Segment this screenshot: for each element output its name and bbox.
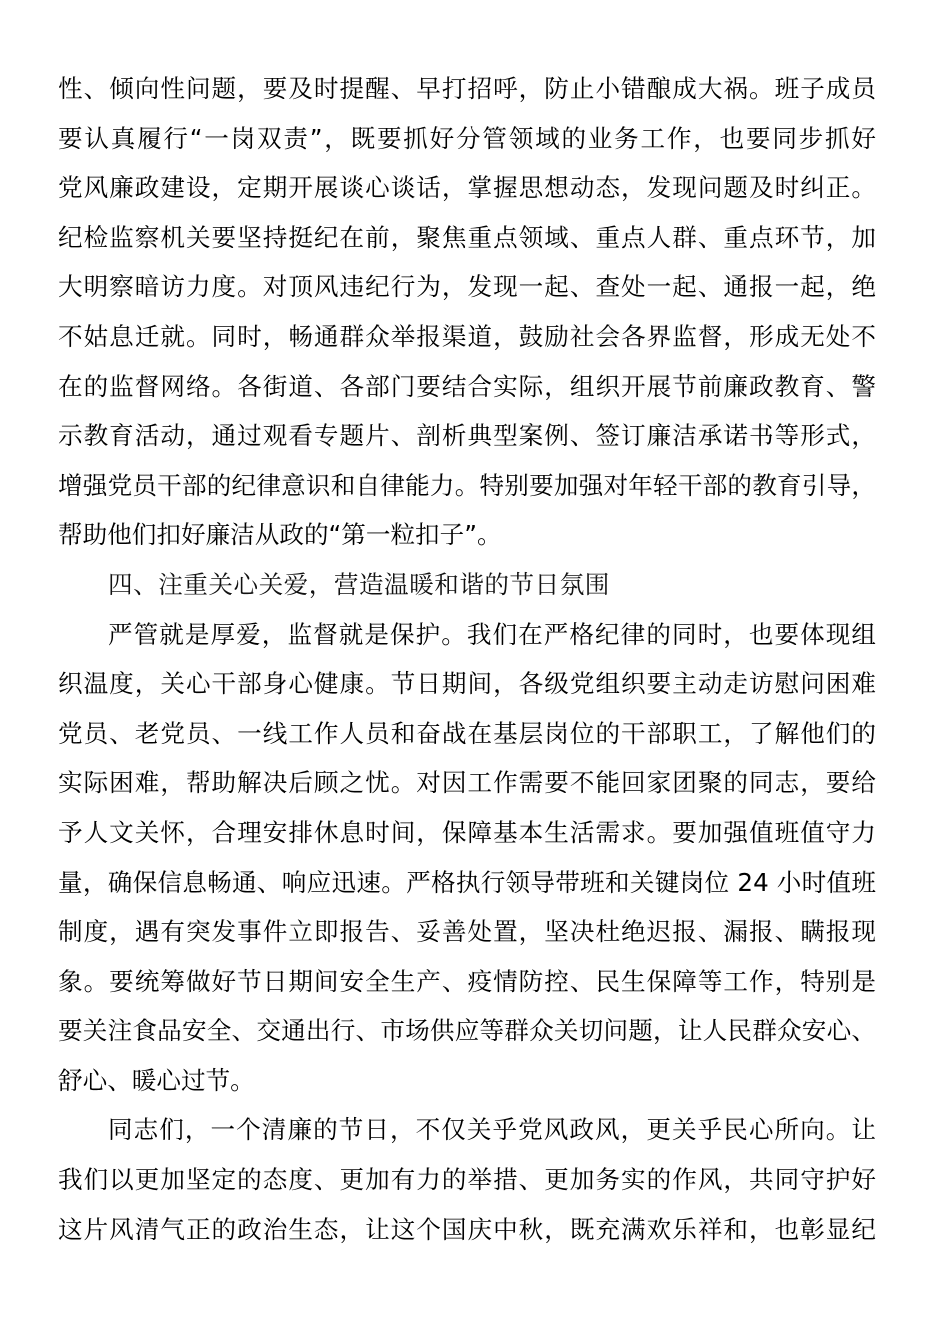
section-heading: 四、注重关心关爱，营造温暖和谐的节日氛围: [108, 569, 610, 599]
paragraph: [58, 610, 876, 1106]
text-line: 党员、老党员、一线工作人员和奋战在基层岗位的干部职工，了解他们的: [58, 718, 876, 748]
text-line: 性、倾向性问题，要及时提醒、早打招呼，防止小错酿成大祸。班子成员: [58, 74, 876, 103]
text-line: 党风廉政建设，定期开展谈心谈话，掌握思想动态，发现问题及时纠正。: [58, 173, 876, 203]
text-line: 要关注食品安全、交通出行、市场供应等群众关切问题，让人民群众安心、: [58, 1016, 876, 1046]
text-line: 纪检监察机关要坚持挺纪在前，聚焦重点领域、重点人群、重点环节，加: [58, 222, 876, 252]
text-line: 不姑息迁就。同时，畅通群众举报渠道，鼓励社会各界监督，形成无处不: [58, 321, 876, 351]
text-line: 大明察暗访力度。对顶风违纪行为，发现一起、查处一起、通报一起，绝: [58, 272, 876, 302]
text-line: 象。要统筹做好节日期间安全生产、疫情防控、民生保障等工作，特别是: [58, 966, 876, 996]
text-line: 这片风清气正的政治生态，让这个国庆中秋，既充满欢乐祥和，也彰显纪: [58, 1214, 876, 1244]
text-line: 严管就是厚爱，监督就是保护。我们在严格纪律的同时，也要体现组: [108, 619, 876, 649]
text-line: 织温度，关心干部身心健康。节日期间，各级党组织要主动走访慰问困难: [58, 669, 876, 699]
text-line: 在的监督网络。各街道、各部门要结合实际，组织开展节前廉政教育、警: [58, 371, 876, 401]
text-line: 舒心、暖心过节。: [58, 1065, 255, 1095]
text-line: 示教育活动，通过观看专题片、剖析典型案例、签订廉洁承诺书等形式，: [58, 421, 876, 451]
paragraph: [58, 1105, 876, 1254]
text-line: 同志们，一个清廉的节日，不仅关乎党风政风，更关乎民心所向。让: [108, 1115, 876, 1145]
text-line: 帮助他们扣好廉洁从政的“第一粒扣子”。: [58, 520, 502, 550]
text-line: 量，确保信息畅通、响应迅速。严格执行领导带班和关键岗位 24 小时值班: [58, 867, 876, 897]
text-line: 实际困难，帮助解决后顾之忧。对因工作需要不能回家团聚的同志，要给: [58, 768, 876, 798]
text-line: 我们以更加坚定的态度、更加有力的举措、更加务实的作风，共同守护好: [58, 1165, 876, 1195]
text-line: 增强党员干部的纪律意识和自律能力。特别要加强对年轻干部的教育引导，: [58, 470, 876, 500]
document-page: [58, 64, 876, 1254]
paragraph-continuation: [58, 64, 876, 560]
text-line: 予人文关怀，合理安排休息时间，保障基本生活需求。要加强值班值守力: [58, 817, 876, 847]
text-line: 制度，遇有突发事件立即报告、妥善处置，坚决杜绝迟报、漏报、瞒报现: [58, 917, 876, 947]
text-line: 要认真履行“一岗双责”，既要抓好分管领域的业务工作，也要同步抓好: [58, 123, 876, 153]
